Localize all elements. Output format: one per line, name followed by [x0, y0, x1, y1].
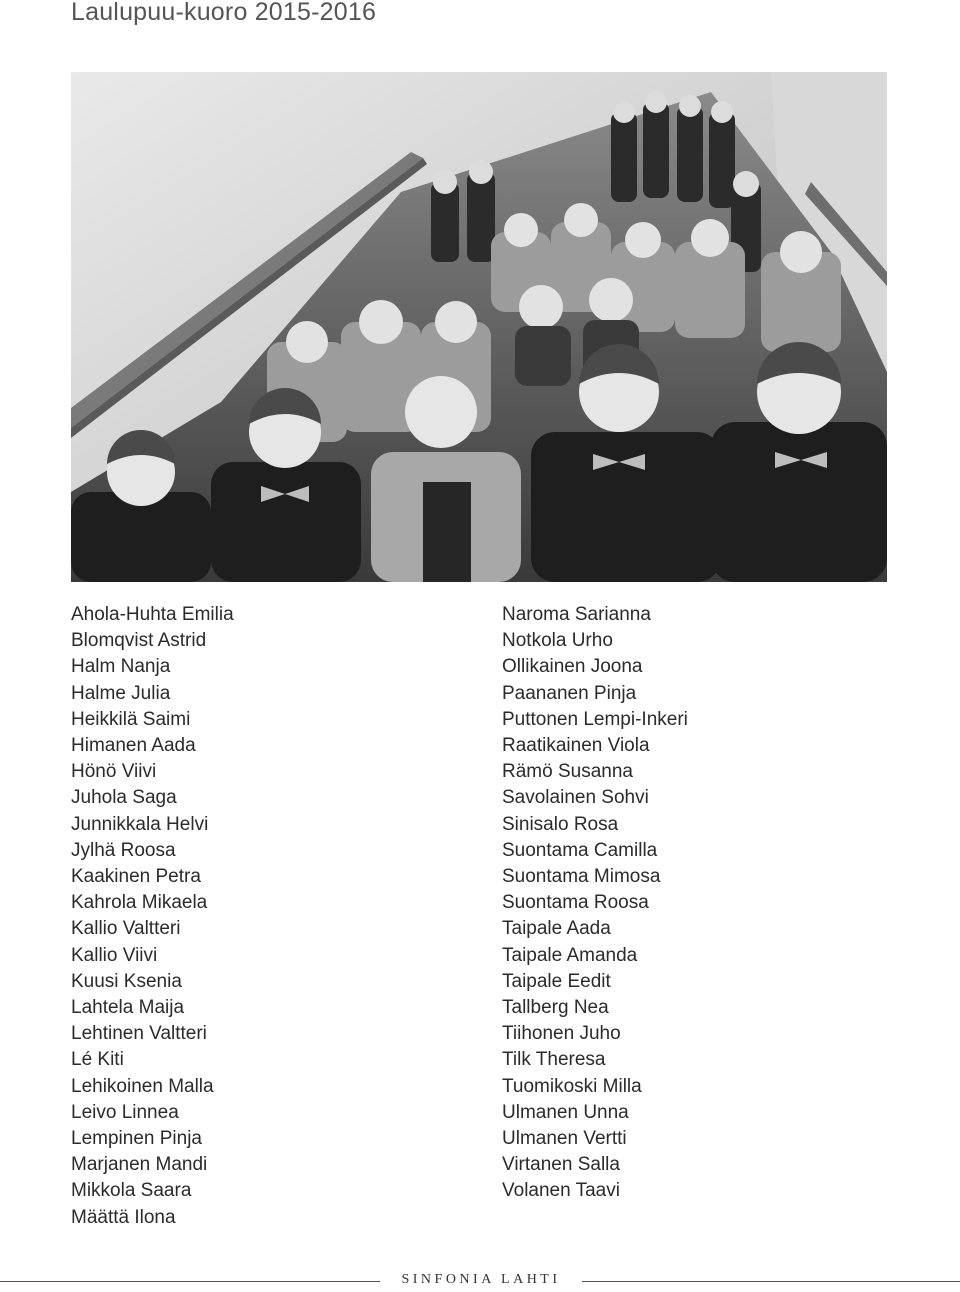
member-name: Taipale Amanda [502, 944, 638, 966]
member-name: Sinisalo Rosa [502, 813, 619, 835]
member-name: Kallio Valtteri [71, 918, 181, 940]
member-name: Tuomikoski Milla [502, 1075, 642, 1097]
member-name: Naroma Sarianna [502, 604, 651, 625]
member-name: Kahrola Mikaela [71, 892, 208, 914]
page-footer [0, 1270, 960, 1292]
member-name: Ahola-Huhta Emilia [71, 604, 234, 625]
sinfonia-lahti-logo: SINFONIA LAHTI [401, 1272, 561, 1287]
member-name: Kaakinen Petra [71, 866, 201, 888]
member-name: Volanen Taavi [502, 1180, 620, 1202]
member-name: Suontama Roosa [502, 892, 649, 914]
page-title: Laulupuu-kuoro 2015-2016 [71, 0, 377, 26]
member-name: Suontama Camilla [502, 839, 658, 861]
member-name: Ollikainen Joona [502, 656, 643, 678]
member-name: Tallberg Nea [502, 997, 609, 1019]
member-name: Suontama Mimosa [502, 866, 661, 888]
member-name: Savolainen Sohvi [502, 787, 649, 809]
member-name: Himanen Aada [71, 735, 196, 757]
member-name: Halm Nanja [71, 656, 171, 678]
member-name: Tilk Theresa [502, 1049, 606, 1071]
member-name: Juhola Saga [71, 787, 177, 809]
member-name: Kallio Viivi [71, 944, 158, 966]
member-name: Lahtela Maija [71, 997, 185, 1019]
member-name: Taipale Eedit [502, 970, 611, 992]
footer-rule-right [582, 1281, 960, 1282]
member-list-right [502, 602, 688, 1205]
member-name: Lehikoinen Malla [71, 1075, 214, 1097]
member-name: Lé Kiti [71, 1049, 124, 1071]
member-name: Lempinen Pinja [71, 1128, 202, 1150]
member-name: Halme Julia [71, 682, 171, 704]
member-name: Virtanen Salla [502, 1154, 620, 1176]
member-name: Taipale Aada [502, 918, 611, 940]
member-name: Raatikainen Viola [502, 735, 650, 757]
member-name: Jylhä Roosa [71, 839, 176, 861]
member-name: Marjanen Mandi [71, 1154, 208, 1176]
member-name: Puttonen Lempi-Inkeri [502, 708, 688, 730]
member-name: Rämö Susanna [502, 761, 633, 783]
member-name: Lehtinen Valtteri [71, 1023, 207, 1045]
member-name: Notkola Urho [502, 630, 613, 652]
choir-photo [71, 72, 887, 582]
footer-rule-left [0, 1281, 380, 1282]
member-name: Leivo Linnea [71, 1101, 179, 1123]
member-name: Määttä Ilona [71, 1206, 176, 1228]
member-name: Kuusi Ksenia [71, 970, 182, 992]
member-name: Tiihonen Juho [502, 1023, 621, 1045]
member-list-left [71, 602, 234, 1231]
member-name: Ulmanen Vertti [502, 1128, 627, 1150]
member-name: Paananen Pinja [502, 682, 637, 704]
member-name: Hönö Viivi [71, 761, 157, 783]
member-name: Heikkilä Saimi [71, 708, 191, 730]
member-name: Blomqvist Astrid [71, 630, 207, 652]
member-name: Junnikkala Helvi [71, 813, 209, 835]
member-name: Mikkola Saara [71, 1180, 192, 1202]
member-name: Ulmanen Unna [502, 1101, 629, 1123]
